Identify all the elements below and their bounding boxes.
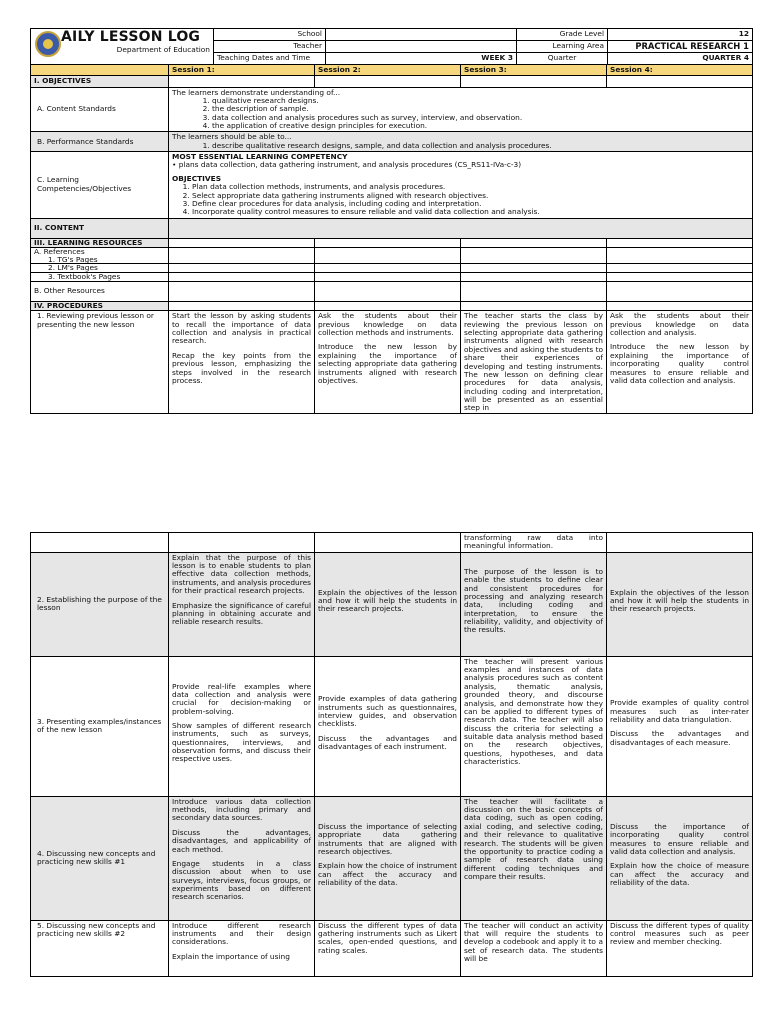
- proc2-label: 2. Establishing the purpose of the lesson: [31, 552, 169, 656]
- session-3-header: Session 3:: [461, 64, 607, 75]
- teacher-label: Teacher: [214, 41, 326, 53]
- resources-heading: III. LEARNING RESOURCES: [31, 238, 169, 247]
- school-value: [326, 29, 517, 41]
- proc2-session3: The purpose of the lesson is to enable the students to define clear and consistent procedures for processing and analyzing research data, including coding and interpretation, to ensure the reliability, validity, and objectivity of the results.: [461, 552, 607, 656]
- competencies-label: C. Learning Competencies/Objectives: [31, 152, 169, 219]
- proc5-session1: Introduce different research instruments and their design considerations. Explain the importance of using: [169, 920, 315, 976]
- proc4-session1: Introduce various data collection methods, including primary and secondary data sources. Discuss the advantages, disadvantages, and applicability of each method. Engage students in a class discussion about when to use surveys, interviews, focus groups, or experiments based on different research scenarios.: [169, 796, 315, 920]
- lm-pages-label: 2. LM's Pages: [31, 264, 169, 273]
- grade-label: Grade Level: [517, 29, 608, 41]
- session-header-row: [31, 64, 753, 75]
- proc3-session3: The teacher will present various examples and instances of data analysis procedures such as content analysis, thematic analysis, grounded theory, and discourse analysis, and demonstrate how they can be applied to different types of research data. The teacher will also discuss the criteria for selecting a suitable data analysis method based on the research objectives, questions, hypotheses, and data characteristics.: [461, 656, 607, 796]
- performance-standards-text: The learners should be able to... 1. describe qualitative research designs, sample, and data collection and analysis procedures.: [169, 132, 753, 152]
- area-label: Learning Area: [517, 41, 608, 53]
- proc1-session2: Ask the students about their previous knowledge on data collection methods and instruments. Introduce the new lesson by explaining the importance of selecting appropriate data gathering instruments aligned with research objectives.: [315, 311, 461, 413]
- session-2-header: Session 2:: [315, 64, 461, 75]
- proc2-session2: Explain the objectives of the lesson and how it will help the students in their research projects.: [315, 552, 461, 656]
- proc1-label: 1. Reviewing previous lesson or presenting the new lesson: [31, 311, 169, 413]
- proc1-session3-cont: transforming raw data into meaningful information.: [461, 533, 607, 553]
- proc5-session2: Discuss the different types of data gathering instruments such as Likert scales, open-ended questions, and rating scales.: [315, 920, 461, 976]
- quarter-label: Quarter: [517, 53, 608, 64]
- procedures-table-continued: [30, 532, 753, 977]
- deped-seal-icon: [35, 31, 61, 57]
- log-title: AILY LESSON LOG: [61, 29, 201, 45]
- proc5-session3: The teacher will conduct an activity that will require the students to develop a codebook and apply it to a set of research data. The students will be: [461, 920, 607, 976]
- objectives-heading: I. OBJECTIVES: [31, 76, 169, 87]
- proc5-label: 5. Discussing new concepts and practicing new skills #2: [31, 920, 169, 976]
- proc4-session2: Discuss the importance of selecting appropriate data gathering instruments that are aligned with research objectives. Explain how the choice of instrument can affect the accuracy and reliability of the data.: [315, 796, 461, 920]
- session-4-header: Session 4:: [607, 64, 753, 75]
- content-standards-label: A. Content Standards: [31, 87, 169, 132]
- teacher-value: [326, 41, 517, 53]
- textbook-pages-label: 3. Textbook's Pages: [31, 273, 169, 282]
- references-label: A. References 1. TG's Pages: [31, 247, 169, 264]
- lesson-table: [30, 64, 753, 414]
- quarter-value: QUARTER 4: [608, 53, 753, 64]
- proc1-session1: Start the lesson by asking students to recall the importance of data collection and analysis in practical research. Recap the key points from the previous lesson, emphasizing the steps involved in the research process.: [169, 311, 315, 413]
- proc4-label: 4. Discussing new concepts and practicing new skills #1: [31, 796, 169, 920]
- proc4-session4: Discuss the importance of incorporating quality control measures to ensure reliable and valid data collection and analysis. Explain how the choice of measure can affect the accuracy and reliability of the data.: [607, 796, 753, 920]
- header-brand: [31, 29, 214, 65]
- performance-standards-label: B. Performance Standards: [31, 132, 169, 152]
- proc4-session3: The teacher will facilitate a discussion on the basic concepts of data coding, such as open coding, axial coding, and selective coding, and their relevance to qualitative research. The students will be given the opportunity to practice coding a sample of research data using different coding techniques and compare their results.: [461, 796, 607, 920]
- proc3-session1: Provide real-life examples where data collection and analysis were crucial for decision-making or problem-solving. Show samples of different research instruments, such as surveys, questionnaires, interviews, and observation forms, and discuss their respective uses.: [169, 656, 315, 796]
- department-name: Department of Education: [116, 44, 210, 54]
- other-resources-label: B. Other Resources: [31, 282, 169, 302]
- proc1-session4: Ask the students about their previous knowledge on data collection and analysis. Introduce the new lesson by explaining the importance of incorporating quality control measures to ensure reliable and valid data collection and analysis.: [607, 311, 753, 413]
- grade-value: 12: [608, 29, 753, 41]
- proc2-session4: Explain the objectives of the lesson and how it will help the students in their research projects.: [607, 552, 753, 656]
- content-standards-text: The learners demonstrate understanding of... 1. qualitative research designs. 2. the description of sample. 3. data collection and analysis procedures such as survey, interview, and observation. 4. the application of creative design principles for execution.: [169, 87, 753, 132]
- page-2: [30, 532, 752, 977]
- procedures-heading: IV. PROCEDURES: [31, 302, 169, 311]
- content-heading: II. CONTENT: [31, 218, 169, 238]
- header-table: [30, 28, 753, 65]
- page-1: [30, 28, 752, 414]
- school-label: School: [214, 29, 326, 41]
- proc3-label: 3. Presenting examples/instances of the new lesson: [31, 656, 169, 796]
- proc3-session4: Provide examples of quality control measures such as inter-rater reliability and data triangulation. Discuss the advantages and disadvantages of each measure.: [607, 656, 753, 796]
- proc5-session4: Discuss the different types of quality control measures such as peer review and member checking.: [607, 920, 753, 976]
- competencies-text: MOST ESSENTIAL LEARNING COMPETENCY • plans data collection, data gathering instrument, and analysis procedures (CS_RS11-IVa-c-3) OBJECTIVES 1. Plan data collection methods, instruments, and analysis procedures. 2. Select appropriate data gathering instruments aligned with research objectives. 3. Define clear procedures for data analysis, including coding and interpretation. 4. Incorporate quality control measures to ensure reliable and valid data collection and analysis.: [169, 152, 753, 219]
- area-value: PRACTICAL RESEARCH 1: [608, 41, 753, 53]
- dates-label: Teaching Dates and Time: [214, 53, 326, 64]
- proc2-session1: Explain that the purpose of this lesson is to enable students to plan effective data collection methods, instruments, and analysis procedures for their practical research projects. Emphasize the significance of careful planning in obtaining accurate and reliable research results.: [169, 552, 315, 656]
- proc3-session2: Provide examples of data gathering instruments such as questionnaires, interview guides, and observation checklists. Discuss the advantages and disadvantages of each instrument.: [315, 656, 461, 796]
- session-1-header: Session 1:: [169, 64, 315, 75]
- dates-value: WEEK 3: [326, 53, 517, 64]
- proc1-session3: The teacher starts the class by reviewing the previous lesson on selecting appropriate data gathering instruments aligned with research objectives and asking the students to share their experiences of developing and testing instruments. The new lesson on defining clear procedures for data analysis, including coding and interpretation, will be presented as an essential step in: [461, 311, 607, 413]
